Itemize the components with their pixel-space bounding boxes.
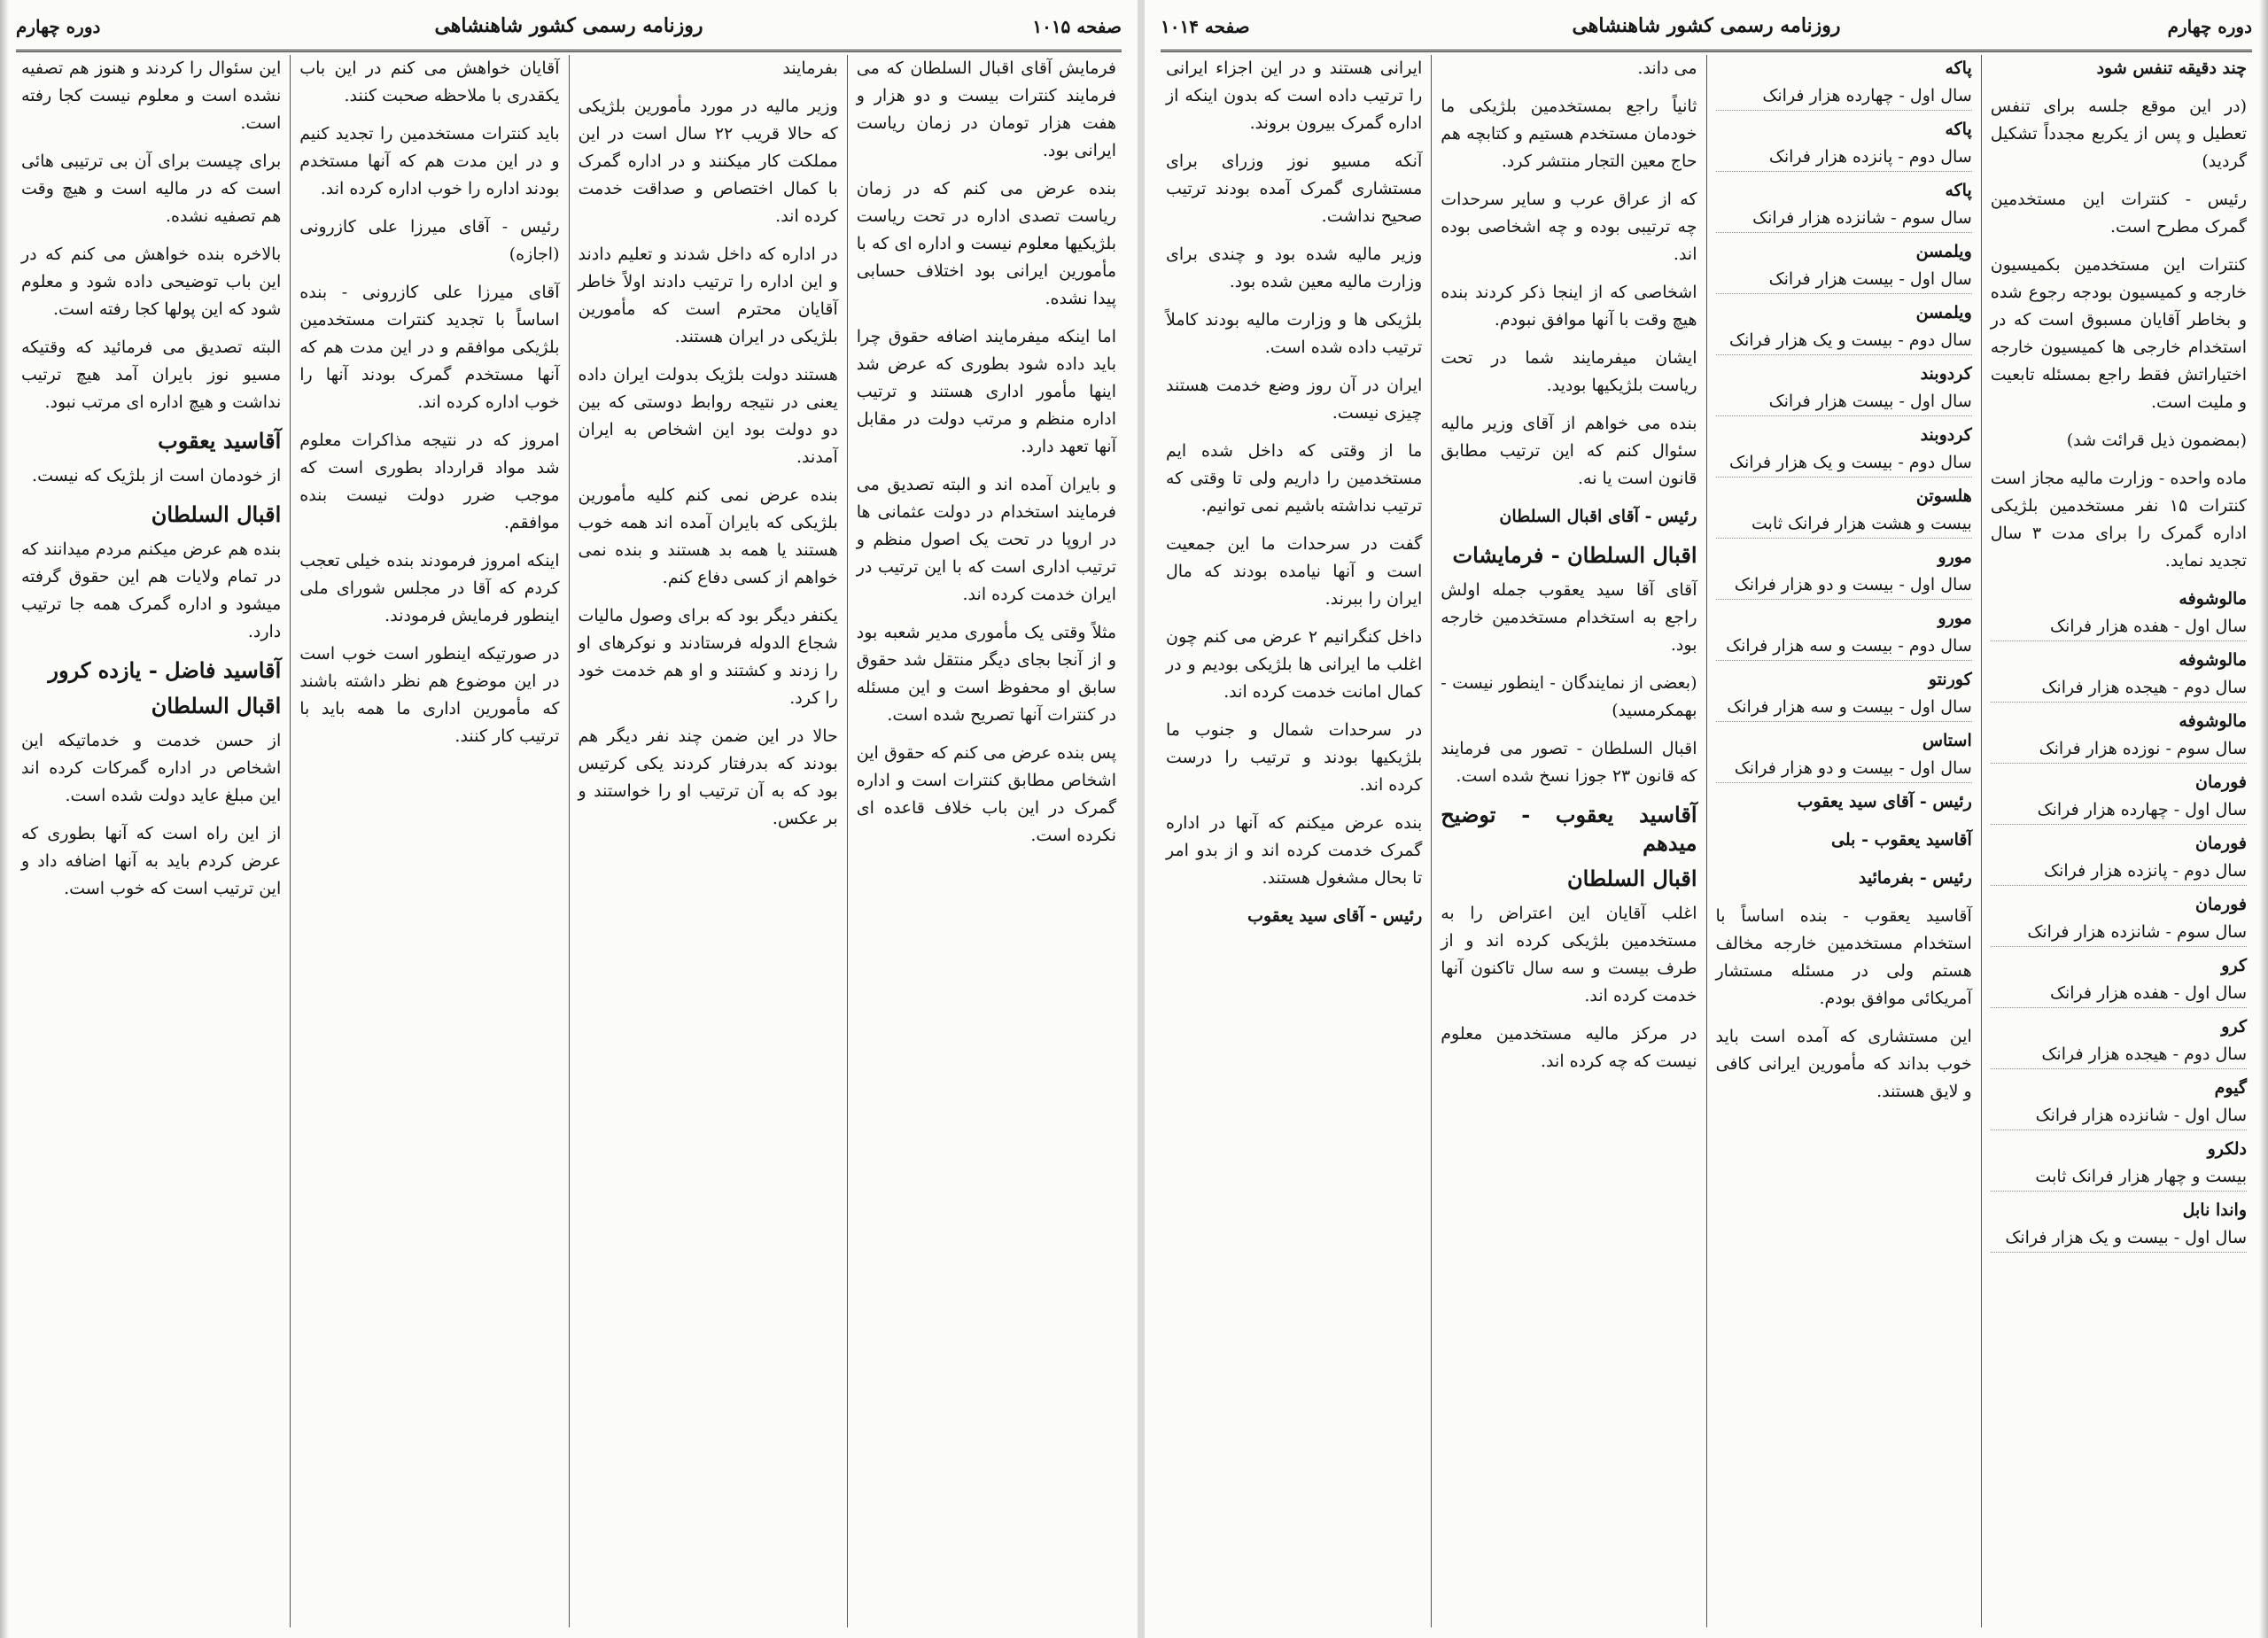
paragraph: اما اینکه میفرمایند اضافه حقوق چرا باید داده شود بطوری که عرض شد اینها مأمور اداری هستند و ترتیب اداره منظم و مرتب دولت در مقابل آنها تعهد دارد. [856,327,1116,456]
scan-edge [2259,0,2268,1638]
paragraph: از خودمان است از بلژیک که نیست. [32,466,282,485]
salary-list-item [1991,769,2247,825]
paragraph: ماده واحده - وزارت مالیه مجاز است کنترات ۱۵ نفر مستخدمین بلژیکی اداره گمرک را برای مدت ۳ سال تجدید نماید. [1990,469,2248,571]
salary-detail: سال دوم - پانزده هزار فرانک [1768,147,1972,167]
paragraph: (در این موقع جلسه برای تنفس تعطیل و پس از یکربع مجدداً تشکیل گردید) [1990,97,2247,171]
paragraph: که از عراق عرب و سایر سرحدات چه ترتیبی بوده و چه اشخاصی بوده اند. [1441,190,1697,264]
paragraph: (بمضمون ذیل قرائت شد) [2066,431,2247,450]
salary-detail: سال دوم - بیست و یک هزار فرانک [1728,330,1972,350]
paragraph: ثانیاً راجع بمستخدمین بلژیکی ما خودمان مستخدم هستیم و کتابچه هم حاج معین التجار منتشر کرد. [1441,97,1697,171]
paragraph: (بعضی از نمایندگان - اینطور نیست - بهمکرمسید) [1441,673,1697,720]
salary-list-item [1716,361,1972,416]
salary-list-item [1716,177,1972,233]
salary-list-item [1991,1136,2247,1192]
paragraph: پس بنده عرض می کنم که حقوق این اشخاص مطابق کنترات است و اداره گمرک در این باب خلاف قاعده ای نکرده است. [856,743,1116,845]
paragraph: باید کنترات مستخدمین را تجدید کنیم و در این مدت هم که آنها مستخدم بودند اداره را خوب اداره کرده اند. [299,124,560,198]
salary-detail: سال اول - هفده هزار فرانک [2049,617,2247,636]
employee-name: مورو [1938,547,1972,567]
salary-detail: سال اول - بیست هزار فرانک [1768,392,1972,411]
salary-list-item [1991,952,2247,1008]
text-columns [12,55,1125,1627]
salary-detail: سال اول - چهارده هزار فرانک [2037,800,2247,819]
employee-name: فورمان [2195,772,2247,792]
page-number: صفحه ۱۰۱۴ [1161,16,1250,37]
text-columns [1157,55,2256,1627]
paragraph: این مستشاری که آمده است باید خوب بداند که مأمورین ایرانی کافی و لایق هستند. [1715,1027,1972,1101]
salary-detail: سال دوم - بیست و یک هزار فرانک [1728,453,1972,472]
salary-detail: سال دوم - پانزده هزار فرانک [2044,861,2247,881]
paragraph: از حسن خدمت و خدماتیکه این اشخاص در اداره گمرکات کرده اند این مبلغ عاید دولت شده است. [21,731,282,805]
salary-list-item [1991,891,2247,947]
paragraph: مثلاً وقتی یک مأموری مدیر شعبه بود و از آنجا بجای دیگر منتقل شد حقوق سابق او محفوظ است و این مسئله در کنترات آنها تصریح شده است. [856,623,1116,725]
paragraph: آقای آقا سید یعقوب جمله اولش راجع به استخدام مستخدمین خارجه بود. [1441,580,1697,655]
employee-name: مالوشوفه [2179,711,2247,731]
paragraph: حالا در این ضمن چند نفر دیگر هم بودند که بدرفتار کردند یکی کرتیس بود که به آن ترتیب او را خواستند و بر عکس. [578,726,838,828]
text-column [1706,55,1981,1627]
salary-detail: سال اول - بیست و دو هزار فرانک [1734,758,1972,778]
salary-list-item [1991,647,2247,703]
text-column [12,55,290,1627]
salary-list-item [1991,708,2247,764]
text-column [1157,55,1431,1627]
page-gutter [1138,0,1145,1638]
page-number: صفحه ۱۰۱۵ [1032,16,1122,37]
employee-name: پاکه [1945,120,1972,139]
salary-detail: سال سوم - شانزده هزار فرانک [1752,208,1972,228]
bold-line: چند دقیقه تنفس شود [2096,58,2247,78]
employee-name: کورنتو [1928,670,1972,689]
paragraph: اقبال السلطان - تصور می فرمایند که قانون ۲۳ جوزا نسخ شده است. [1441,739,1697,786]
salary-list-item [1716,727,1972,783]
paragraph: البته تصدیق می فرمائید که وقتیکه مسیو نوز بایران آمد هیچ ترتیب نداشت و هیچ اداره ای مرتب نبود. [21,338,282,412]
paragraph: وزیر مالیه شده بود و چندی برای وزارت مالیه معین شده بود. [1166,245,1423,291]
employee-name: مورو [1938,609,1972,628]
salary-detail: سال اول - بیست هزار فرانک [1768,269,1972,289]
paragraph: می داند. [1637,58,1697,78]
salary-list-item [1716,55,1972,111]
paragraph: آقاسید یعقوب - بنده اساساً با استخدام مستخدمین خارجه مخالف هستم ولی در مسئله مستشار آمریکائی موافق بودم. [1715,906,1972,1008]
paragraph: بنده عرض میکنم که آنها در اداره گمرک خدمت کرده اند و از بدو امر تا بحال مشغول هستند. [1166,813,1423,888]
salary-list-item [1716,299,1972,355]
paragraph: بنده هم عرض میکنم مردم میدانند که در تمام ولایات هم این حقوق گرفته میشود و اداره گمرک همه جا ترتیب دارد. [21,540,282,641]
bold-line: رئیس - بفرمائید [1858,868,1972,888]
salary-detail: سال سوم - شانزده هزار فرانک [2027,922,2247,942]
paragraph: گفت در سرحدات ما این جمعیت است و آنها نیامده بودند که مال ایران را ببرند. [1166,534,1423,609]
speaker-heading: اقبال السلطان - فرمایشات [1452,542,1697,568]
paragraph: داخل کنگرانیم ۲ عرض می کنم چون اغلب ما ایرانی ها بلژیکی بودیم و در کمال امانت خدمت کرده اند. [1166,627,1423,702]
employee-name: پاکه [1945,58,1972,78]
salary-detail: سال اول - بیست و دو هزار فرانک [1734,575,1972,594]
paragraph: وزیر مالیه در مورد مأمورین بلژیکی که حالا قریب ۲۲ سال است در این مملکت کار میکنند و در اداره گمرک با کمال اختصاص و صداقت خدمت کرده اند. [578,97,838,226]
employee-name: پاکه [1945,181,1972,200]
paragraph: اغلب آقایان این اعتراض را به مستخدمین بلژیکی کرده اند و از طرف بیست و سه سال تاکنون آنها خدمت کرده اند. [1441,904,1697,1005]
scan-edge [0,0,9,1638]
paragraph: آقایان خواهش می کنم در این باب یکقدری با ملاحظه صحبت کنند. [299,58,560,105]
paragraph: امروز که در نتیجه مذاکرات معلوم شد مواد قرارداد بطوری است که موجب ضرر دولت نیست بنده موافقم. [299,431,560,532]
salary-list-item [1716,116,1972,172]
newspaper-title: روزنامه رسمی کشور شاهنشاهی [434,14,703,37]
salary-detail: بیست و چهار هزار فرانک ثابت [2035,1167,2247,1186]
paragraph: برای چیست برای آن بی ترتیبی هائی است که در مالیه است و هیچ وقت هم تصفیه نشده. [21,151,282,226]
text-column [1981,55,2256,1627]
salary-list-item [1991,830,2247,886]
bold-line: رئیس - آقای سید یعقوب [1247,906,1423,926]
speaker-heading: اقبال السلطان [1567,866,1697,891]
bold-line: رئیس - آقای اقبال السلطان [1499,507,1697,526]
right-page [1145,0,2268,1638]
salary-list-item [1716,483,1972,539]
speaker-heading: اقبال السلطان [151,693,282,718]
salary-list-item [1991,1197,2247,1253]
paragraph: آنکه مسیو نوز وزرای برای مستشاری گمرک آمده بودند ترتیب صحیح نداشت. [1166,151,1423,226]
employee-name: گیوم [2214,1078,2247,1098]
text-column [569,55,847,1627]
paragraph: بلژیکی ها و وزارت مالیه بودند کاملاً ترتیب داده شده است. [1166,310,1423,357]
speaker-heading: آقاسید یعقوب [158,428,282,454]
newspaper-title: روزنامه رسمی کشور شاهنشاهی [1572,14,1841,37]
text-column [1431,55,1705,1627]
employee-name: هلسوتن [1915,486,1972,506]
employee-name: کرو [2221,956,2247,975]
salary-detail: سال اول - شانزده هزار فرانک [2035,1106,2247,1125]
employee-name: کردوبند [1920,364,1972,384]
paragraph: کنترات این مستخدمین بکمیسیون خارجه و کمیسیون بودجه رجوع شده و بخاطر آقایان مسبوق است که در استخدام خارجی ها کمیسیون خارجه اختیاراتش فقط راجع بمسئله تابعیت و ملیت است. [1990,255,2247,412]
salary-detail: سال اول - هفده هزار فرانک [2049,983,2247,1003]
employee-name: کردوبند [1920,425,1972,445]
salary-list-item [1716,544,1972,600]
salary-detail: سال اول - بیست و یک هزار فرانک [2005,1228,2247,1247]
employee-name: کرو [2221,1017,2247,1036]
employee-name: فورمان [2195,895,2247,914]
speaker-heading: آقاسید فاضل - یازده کرور [48,657,282,683]
salary-list-item [1716,605,1972,661]
paragraph: ایشان میفرمایند شما در تحت ریاست بلژیکیها بودید. [1441,348,1697,395]
paragraph: بنده می خواهم از آقای وزیر مالیه سئوال کنم که این ترتیب مطابق قانون است یا نه. [1441,414,1697,488]
paragraph: ایرانی هستند و در این اجزاء ایرانی را ترتیب داده است که بدون اینکه از اداره گمرک بیرون بروند. [1166,58,1423,133]
salary-detail: سال اول - چهارده هزار فرانک [1762,86,1972,105]
page-header [16,11,1122,52]
employee-name: استاس [1922,731,1972,750]
salary-detail: بیست و هشت هزار فرانک ثابت [1751,514,1972,533]
salary-detail: سال دوم - هیجده هزار فرانک [2041,678,2247,697]
issue-label: دوره چهارم [2167,16,2252,37]
salary-detail: سال دوم - بیست و سه هزار فرانک [1726,636,1972,656]
employee-name: فورمان [2195,834,2247,853]
salary-detail: سال سوم - نوزده هزار فرانک [2039,739,2247,758]
paragraph: بنده عرض نمی کنم کلیه مأمورین بلژیکی که بایران آمده اند همه خوب هستند یا همه بد هستند و بنده نمی خواهم از کسی دفاع کنم. [578,485,838,587]
salary-list-item [1991,1013,2247,1069]
issue-label: دوره چهارم [16,16,101,37]
paragraph: اشخاصی که از اینجا ذکر کردند بنده هیچ وقت با آنها موافق نبودم. [1441,283,1697,330]
salary-detail: سال اول - بیست و سه هزار فرانک [1727,697,1972,717]
salary-list-item [1991,586,2247,641]
text-column [847,55,1125,1627]
speaker-heading: اقبال السلطان [151,501,282,527]
paragraph: رئیس - آقای میرزا علی کازرونی (اجازه) [299,217,560,264]
paragraph: ایران در آن روز وضع خدمت هستند چیزی نیست. [1166,376,1423,423]
paragraph: اینکه امروز فرمودند بنده خیلی تعجب کردم که آقا در مجلس شورای ملی اینطور فرمایش فرمودند. [299,551,560,625]
paragraph: یکنفر دیگر بود که برای وصول مالیات شجاع الدوله فرستادند و نوکرهای او را زدند و کشتند و او هم خدمت خود را کرد. [578,606,838,708]
page-header [1161,11,2252,52]
paragraph: بالاخره بنده خواهش می کنم که در این باب توضیحی داده شود و معلوم شود که این پولها کجا رفته است. [21,245,282,319]
paragraph: در سرحدات شمال و جنوب ما بلژیکیها بودند و ترتیب را درست کرده اند. [1166,720,1423,795]
employee-name: ویلمسن [1915,303,1972,322]
employee-name: واندا نابل [2182,1200,2247,1220]
bold-line: آقاسید یعقوب - بلی [1831,830,1972,850]
employee-name: دلکرو [2207,1139,2247,1159]
paragraph: هستند دولت بلژیک بدولت ایران داده یعنی در نتیجه روابط دوستی که بین دو دولت بود این اشخاص به ایران آمدند. [578,365,838,467]
salary-list-item [1991,1075,2247,1130]
speaker-heading: آقاسید یعقوب - توضیح میدهم [1441,802,1697,856]
paragraph: بنده عرض می کنم که در زمان ریاست تصدی اداره در تحت ریاست بلژیکیها معلوم نیست و اداره ای که با مأمورین ایرانی بود اختلاف حسابی پیدا نشده. [856,179,1116,308]
paragraph: و بایران آمده اند و البته تصدیق می فرمایند استخدام در دولت عثمانی ها در اروپا در تحت یک اصول منظم و ترتیب اداری است که با این ترتیب در ایران خدمت کرده اند. [856,475,1116,604]
paragraph: فرمایش آقای اقبال السلطان که می فرمایند کنترات بیست و دو هزار و هفت هزار تومان در زمان ریاست ایرانی بود. [856,58,1116,160]
paragraph: از این راه است که آنها بطوری که عرض کردم باید به آنها اضافه داد و این ترتیب است که خوب است. [21,824,282,898]
text-column [290,55,568,1627]
paragraph: در اداره که داخل شدند و تعلیم دادند و این اداره را ترتیب دادند اولاً خاطر آقایان محترم است که مأمورین بلژیکی در ایران هستند. [578,245,838,346]
paragraph: ما از وقتی که داخل شده ایم مستخدمین را داریم ولی تا وقتی که ترتیب نداشته باشیم نمی توانیم. [1166,441,1423,516]
employee-name: ویلمسن [1915,242,1972,261]
paragraph: آقای میرزا علی کازرونی - بنده اساساً با تجدید کنترات مستخدمین بلژیکی موافقم و در این مدت هم که آنها مستخدم گمرک بودند آنها را خوب اداره کرده اند. [299,283,560,412]
paragraph: این سئوال را کردند و هنوز هم تصفیه نشده است و معلوم نیست کجا رفته است. [21,58,282,133]
paragraph: در مرکز مالیه مستخدمین معلوم نیست که چه کرده اند. [1441,1024,1697,1071]
paragraph: در صورتیکه اینطور است خوب است در این موضوع هم نظر داشته باشند که مأمورین اداری ما همه باید با ترتیب کار کنند. [299,644,560,746]
salary-list-item [1716,238,1972,294]
employee-name: مالوشوفه [2179,650,2247,670]
paragraph: رئیس - کنترات این مستخدمین گمرک مطرح است. [1990,190,2247,237]
salary-list-item [1716,422,1972,477]
salary-list-item [1716,666,1972,722]
salary-detail: سال دوم - هیجده هزار فرانک [2041,1044,2247,1064]
employee-name: مالوشوفه [2179,589,2247,609]
paragraph: بفرمایند [782,58,838,78]
bold-line: رئیس - آقای سید یعقوب [1797,792,1972,811]
